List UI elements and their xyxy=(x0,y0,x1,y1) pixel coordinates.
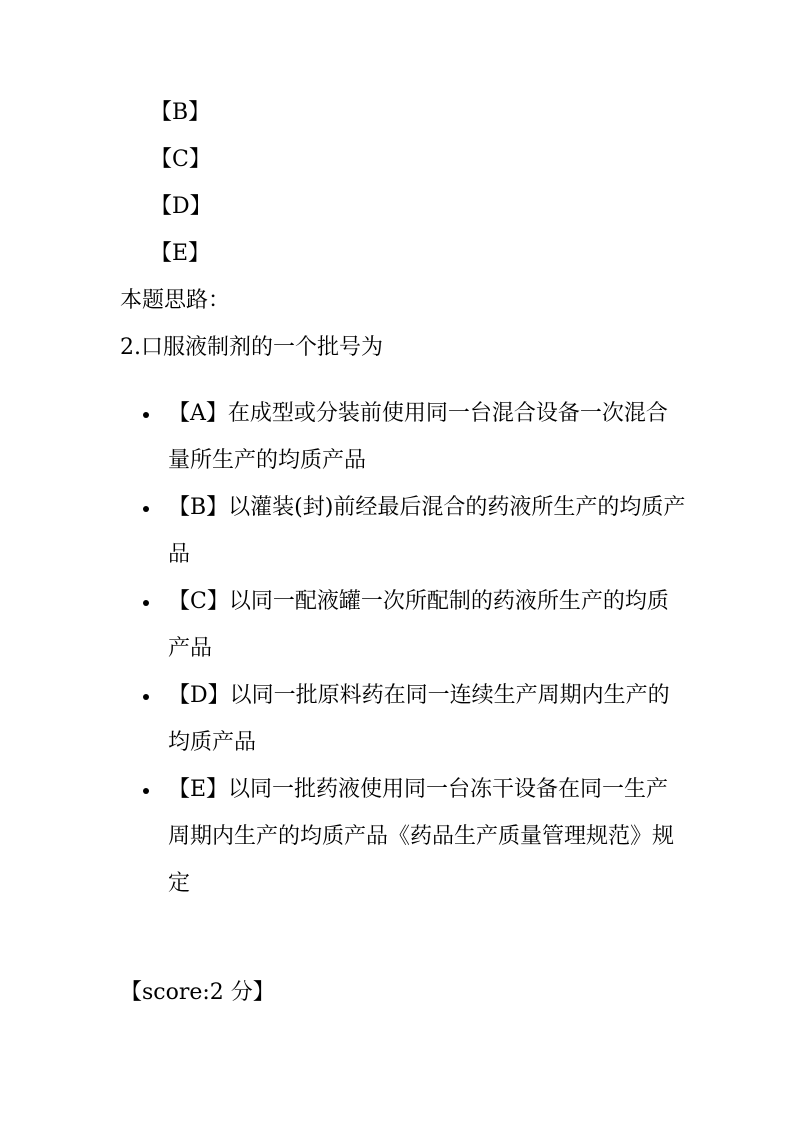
option-d: 【D】以同一批原料药在同一连续生产周期内生产的均质产品 xyxy=(168,683,670,755)
prev-option-c: 【C】 xyxy=(150,147,211,172)
option-c: 【C】以同一配液罐一次所配制的药液所生产的均质产品 xyxy=(168,589,669,661)
bullet-icon xyxy=(143,412,149,418)
score-label: 【score:2 分】 xyxy=(120,980,275,1005)
option-e: 【E】以同一批药液使用同一台冻干设备在同一生产周期内生产的均质产品《药品生产质量管理规范》规定 xyxy=(168,777,675,896)
hint-label: 本题思路： xyxy=(120,288,231,313)
prev-option-b: 【B】 xyxy=(150,100,211,125)
bullet-icon xyxy=(143,694,149,700)
bullet-icon xyxy=(143,600,149,606)
prev-option-e: 【E】 xyxy=(150,241,211,266)
option-b: 【B】以灌装(封)前经最后混合的药液所生产的均质产品 xyxy=(168,495,686,567)
prev-option-d: 【D】 xyxy=(150,194,212,219)
option-a: 【A】在成型或分装前使用同一台混合设备一次混合量所生产的均质产品 xyxy=(168,401,668,473)
bullet-icon xyxy=(143,788,149,794)
bullet-icon xyxy=(143,506,149,512)
question-stem: 2.口服液制剂的一个批号为 xyxy=(120,335,383,360)
